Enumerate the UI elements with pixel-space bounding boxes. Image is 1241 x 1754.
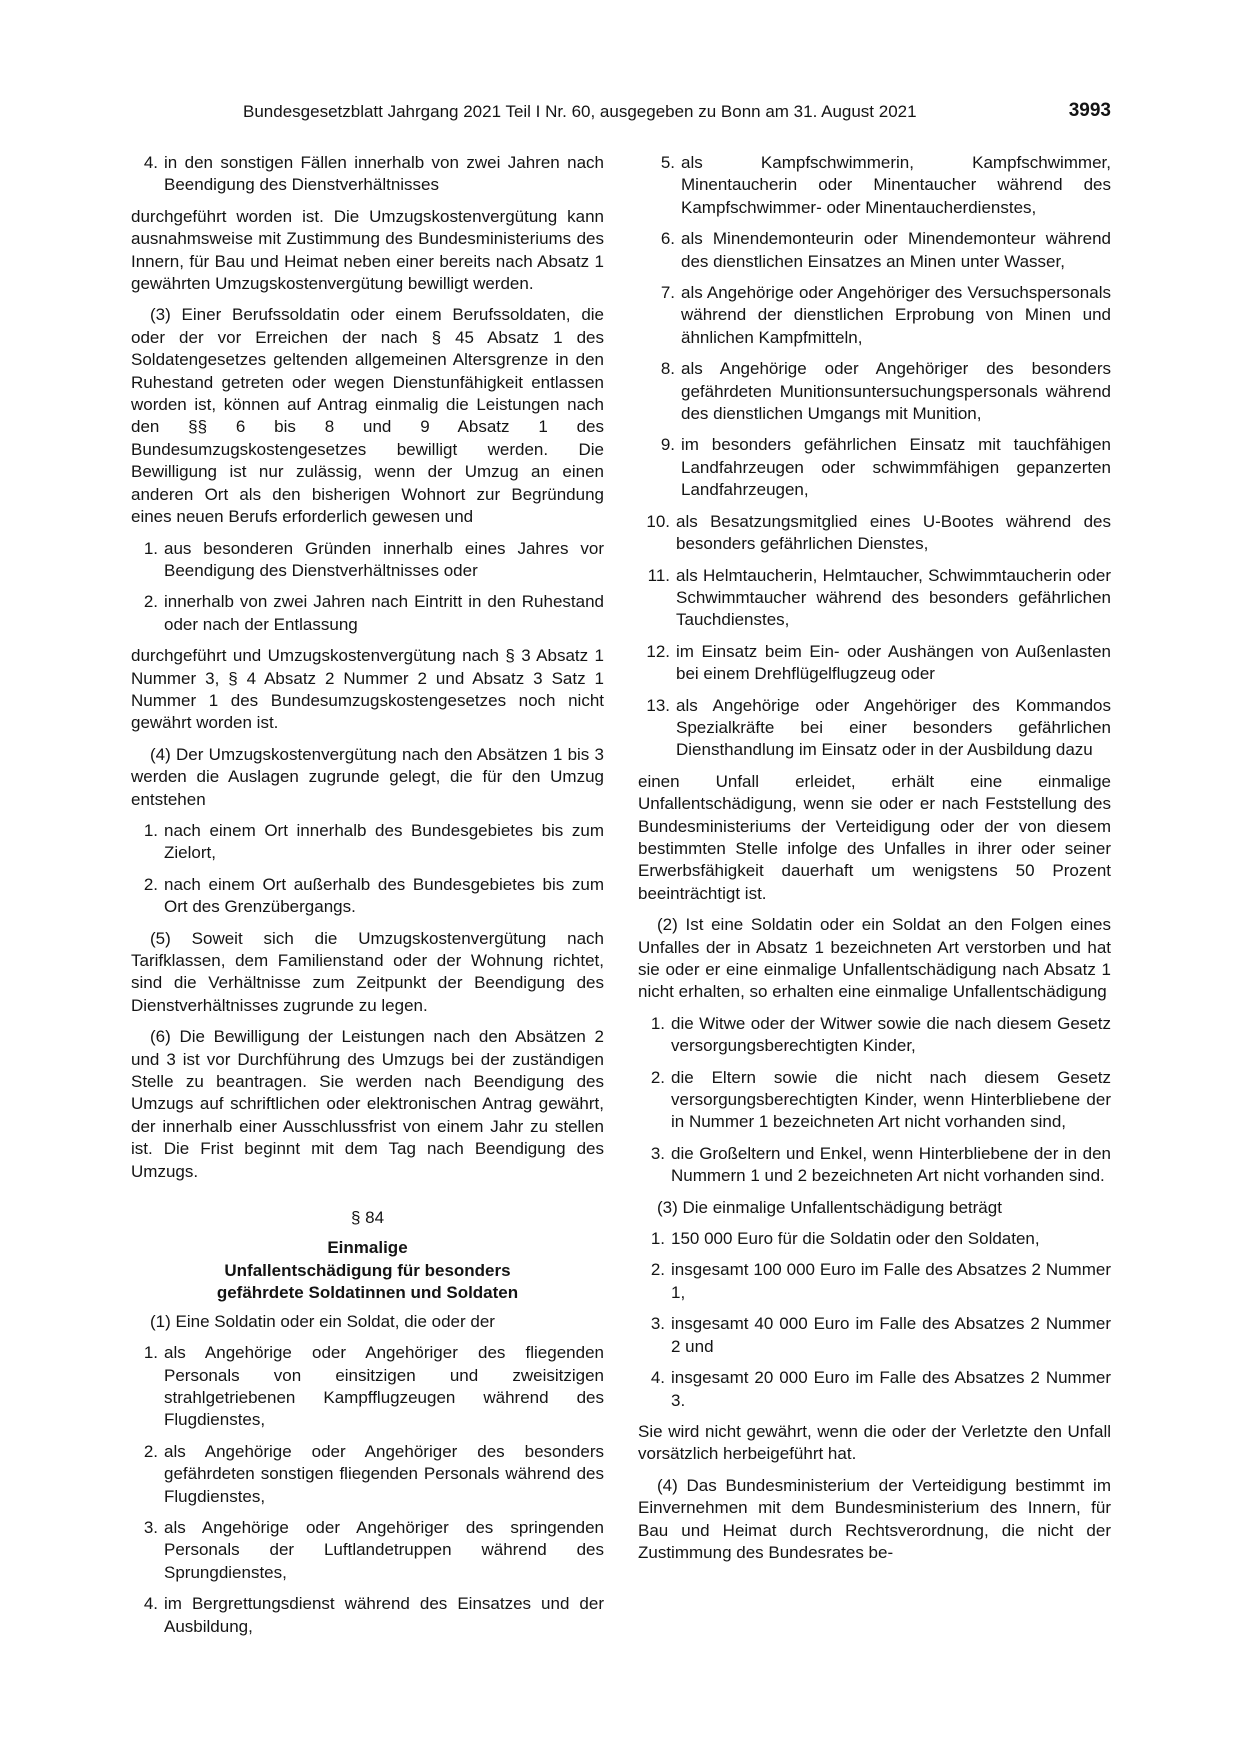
list-number: 1. (143, 538, 158, 558)
list-number: 6. (660, 229, 675, 249)
list-item (638, 641, 1111, 686)
list-text: die Großeltern und Enkel, wenn Hinterbliebene der in den Nummern 1 und 2 bezeichneten Art nicht vorhanden sind. (671, 1143, 1111, 1186)
list-text: als Angehörige oder Angehöriger des Kommandos Spezialkräfte bei einer besonders gefährlichen Diensthandlung im Einsatz oder in der Ausbildung dazu (676, 695, 1111, 760)
paragraph-absatz-3: (3) Die einmalige Unfallentschädigung beträgt (657, 1197, 1002, 1217)
list-item (648, 282, 1111, 349)
list-text: in den sonstigen Fällen innerhalb von zwei Jahren nach Beendigung des Dienstverhältnisses (164, 153, 604, 195)
list-number: 3. (650, 1143, 665, 1163)
header-line: Bundesgesetzblatt Jahrgang 2021 Teil I Nr. 60, ausgegeben zu Bonn am 31. August 2021 (243, 102, 917, 121)
paragraph: Sie wird nicht gewährt, wenn die oder der Verletzte den Unfall vorsätzlich herbeigeführt hat. (638, 1421, 1111, 1464)
page-number: 3993 (1068, 100, 1111, 121)
list-item (131, 874, 604, 919)
paragraph-absatz-3: (3) Einer Berufssoldatin oder einem Berufssoldaten, die oder der vor Erreichen der nach § 45 Absatz 1 des Soldatengesetzes geltenden allgemeinen Altersgrenze in den Ruhestand getreten oder wegen Dienstunfähigkeit entlassen worden ist, können auf Antrag einmalig die Leistungen nach den §§ 6 bis 8 und 9 Absatz 1 des Bundesumzugskostengesetzes bewilligt werden. Die Bewilligung ist nur zulässig, wenn der Umzug an einen anderen Ort als den bisherigen Wohnort zur Begründung eines neuen Berufs erforderlich gewesen und (131, 305, 604, 527)
list-text: als Kampfschwimmerin, Kampfschwimmer, Minentaucherin oder Minentaucher während des Kampfschwimmer- oder Minentaucherdienstes, (681, 153, 1111, 217)
list-item (638, 1013, 1111, 1058)
list-text: aus besonderen Gründen innerhalb eines Jahres vor Beendigung des Dienstverhältnisses oder (164, 538, 604, 580)
list-text: als Helmtaucherin, Helmtaucher, Schwimmtaucherin oder Schwimmtaucher während des besonders gefährlichen Tauchdienstes, (676, 565, 1111, 630)
list-number: 1. (650, 1013, 665, 1033)
list-item (131, 1342, 604, 1432)
list-number: 2. (650, 1067, 665, 1087)
list-number: 8. (660, 359, 675, 379)
section-title-line: Einmalige (327, 1238, 408, 1258)
section-title-line: Unfallentschädigung für besonders (224, 1260, 511, 1280)
list-number: 12. (646, 641, 670, 661)
paragraph: einen Unfall erleidet, erhält eine einmalige Unfallentschädigung, wenn sie oder er nach Feststellung des Bundesministeriums der Verteidigung oder der von diesem bestimmten Stelle infolge des Unfalles in ihrer oder seiner Erwerbsfähigkeit dauerhaft um wenigstens 50 Prozent beeinträchtigt ist. (638, 771, 1111, 903)
list-item (638, 1367, 1111, 1412)
list-text: im Bergrettungsdienst während des Einsatzes und der Ausbildung, (164, 1594, 604, 1636)
list-text: als Angehörige oder Angehöriger des springenden Personals der Luftlandetruppen während des Sprungdienstes, (164, 1517, 604, 1582)
paragraph-absatz-5: (5) Soweit sich die Umzugskostenvergütung nach Tarifklassen, dem Familienstand oder der Wohnung richtet, sind die Verhältnisse zum Zeitpunkt der Beendigung des Dienstverhältnisses zugrunde zu legen. (131, 928, 604, 1015)
section-title (131, 1237, 604, 1304)
section-title-line: gefährdete Soldatinnen und Soldaten (216, 1283, 519, 1303)
list-number: 3. (650, 1314, 665, 1334)
list-text: als Angehörige oder Angehöriger des besonders gefährdeten Munitionsuntersuchungspersonals während des dienstlichen Umgangs mit Munition, (681, 359, 1111, 424)
list-number: 1. (650, 1229, 665, 1249)
list-item (131, 538, 604, 583)
list-item (131, 1517, 604, 1584)
list-item (638, 1067, 1111, 1134)
list-item (648, 228, 1111, 273)
list-item (638, 1143, 1111, 1188)
list-number: 2. (143, 874, 158, 894)
list-item (131, 591, 604, 636)
list-text: insgesamt 20 000 Euro im Falle des Absatzes 2 Nummer 3. (671, 1368, 1111, 1410)
list-number: 2. (650, 1260, 665, 1280)
list-number: 1. (143, 820, 158, 840)
list-text: insgesamt 40 000 Euro im Falle des Absatzes 2 Nummer 2 und (671, 1314, 1111, 1356)
list-item (638, 1228, 1111, 1250)
paragraph: durchgeführt und Umzugskostenvergütung nach § 3 Absatz 1 Nummer 3, § 4 Absatz 2 Nummer 2 und Absatz 3 Satz 1 Nummer 1 des Bundesumzugskostengesetzes noch nicht gewährt worden ist. (131, 646, 604, 733)
list-text: insgesamt 100 000 Euro im Falle des Absatzes 2 Nummer 1, (671, 1260, 1111, 1302)
list-item (638, 565, 1111, 632)
list-text: nach einem Ort innerhalb des Bundesgebietes bis zum Zielort, (164, 820, 604, 863)
list-number: 1. (143, 1343, 158, 1363)
list-text: als Besatzungsmitglied eines U-Bootes während des besonders gefährlichen Dienstes, (676, 511, 1111, 554)
list-text: als Angehörige oder Angehöriger des Versuchspersonals während der dienstlichen Erprobung von Minen und ähnlichen Kampfmitteln, (681, 283, 1111, 347)
paragraph-absatz-4: (4) Der Umzugskostenvergütung nach den Absätzen 1 bis 3 werden die Auslagen zugrunde gelegt, die für den Umzug entstehen (131, 744, 604, 809)
list-number: 4. (143, 153, 158, 172)
list-item (131, 1441, 604, 1508)
list-item (638, 511, 1111, 556)
page-header (243, 101, 1111, 123)
list-item (638, 1259, 1111, 1304)
section-number: § 84 (350, 1208, 385, 1228)
list-number: 5. (660, 153, 675, 172)
list-number: 4. (650, 1368, 665, 1388)
list-item (131, 820, 604, 865)
list-number: 9. (660, 435, 675, 455)
list-item (131, 1593, 604, 1638)
list-text: als Angehörige oder Angehöriger des fliegenden Personals von einsitzigen und zweisitzigen strahlgetriebenen Kampfflugzeugen während des Flugdienstes, (164, 1343, 604, 1430)
list-text: als Angehörige oder Angehöriger des besonders gefährdeten sonstigen fliegenden Personals während des Flugdienstes, (164, 1441, 604, 1506)
list-number: 2. (143, 592, 158, 612)
list-number: 2. (143, 1441, 158, 1461)
list-number: 3. (143, 1517, 158, 1537)
list-item (648, 434, 1111, 501)
list-item (638, 1313, 1111, 1358)
list-item (131, 152, 604, 197)
paragraph: durchgeführt worden ist. Die Umzugskostenvergütung kann ausnahmsweise mit Zustimmung des Bundesministeriums des Innern, für Bau und Heimat neben einer bereits nach Absatz 1 gewährten Umzugskostenvergütung bewilligt werden. (131, 206, 604, 294)
list-number: 11. (647, 565, 670, 585)
list-text: die Witwe oder der Witwer sowie die nach diesem Gesetz versorgungsberechtigten Kinder, (671, 1013, 1111, 1056)
list-item (638, 695, 1111, 762)
list-number: 10. (646, 511, 670, 531)
list-text: als Minendemonteurin oder Minendemonteur während des dienstlichen Einsatzes an Minen unter Wasser, (681, 229, 1111, 271)
list-text: die Eltern sowie die nicht nach diesem Gesetz versorgungsberechtigten Kinder, wenn Hinterbliebene der in Nummer 1 bezeichneten Art nicht vorhanden sind, (671, 1067, 1111, 1132)
list-text: im besonders gefährlichen Einsatz mit tauchfähigen Landfahrzeugen oder schwimmfähigen gepanzerten Landfahrzeugen, (681, 435, 1111, 500)
paragraph-absatz-2: (2) Ist eine Soldatin oder ein Soldat an den Folgen eines Unfalles der in Absatz 1 bezeichneten Art verstorben und hat sie oder er eine einmalige Unfallentschädigung nach Absatz 1 nicht erhalten, so erhalten eine einmalige Unfallentschädigung (638, 915, 1111, 1002)
list-item (648, 152, 1111, 219)
paragraph-absatz-6: (6) Die Bewilligung der Leistungen nach den Absätzen 2 und 3 ist vor Durchführung des Umzugs bei der zuständigen Stelle zu beantragen. Sie werden nach Beendigung des Umzugs auf schriftlichen oder elektronischen Antrag gewährt, der innerhalb einer Ausschlussfrist von einem Jahr zu stellen ist. Die Frist beginnt mit dem Tag nach Beendigung des Umzugs. (131, 1027, 604, 1181)
list-text: 150 000 Euro für die Soldatin oder den Soldaten, (671, 1229, 1040, 1249)
list-number: 4. (143, 1594, 158, 1614)
list-item (648, 358, 1111, 425)
left-column (131, 152, 604, 1647)
list-number: 7. (660, 283, 675, 303)
list-text: innerhalb von zwei Jahren nach Eintritt in den Ruhestand oder nach der Entlassung (164, 592, 604, 634)
list-number: 13. (646, 695, 670, 715)
list-text: nach einem Ort außerhalb des Bundesgebietes bis zum Ort des Grenzübergangs. (164, 874, 604, 917)
paragraph-absatz-1: (1) Eine Soldatin oder ein Soldat, die oder der (150, 1311, 495, 1331)
list-text: im Einsatz beim Ein- oder Aushängen von Außenlasten bei einem Drehflügelflugzeug oder (676, 641, 1111, 684)
paragraph-absatz-4: (4) Das Bundesministerium der Verteidigung bestimmt im Einvernehmen mit dem Bundesministerium des Innern, für Bau und Heimat durch Rechtsverordnung, die nicht der Zustimmung des Bundesrates be- (638, 1475, 1111, 1562)
right-column (638, 152, 1111, 1573)
